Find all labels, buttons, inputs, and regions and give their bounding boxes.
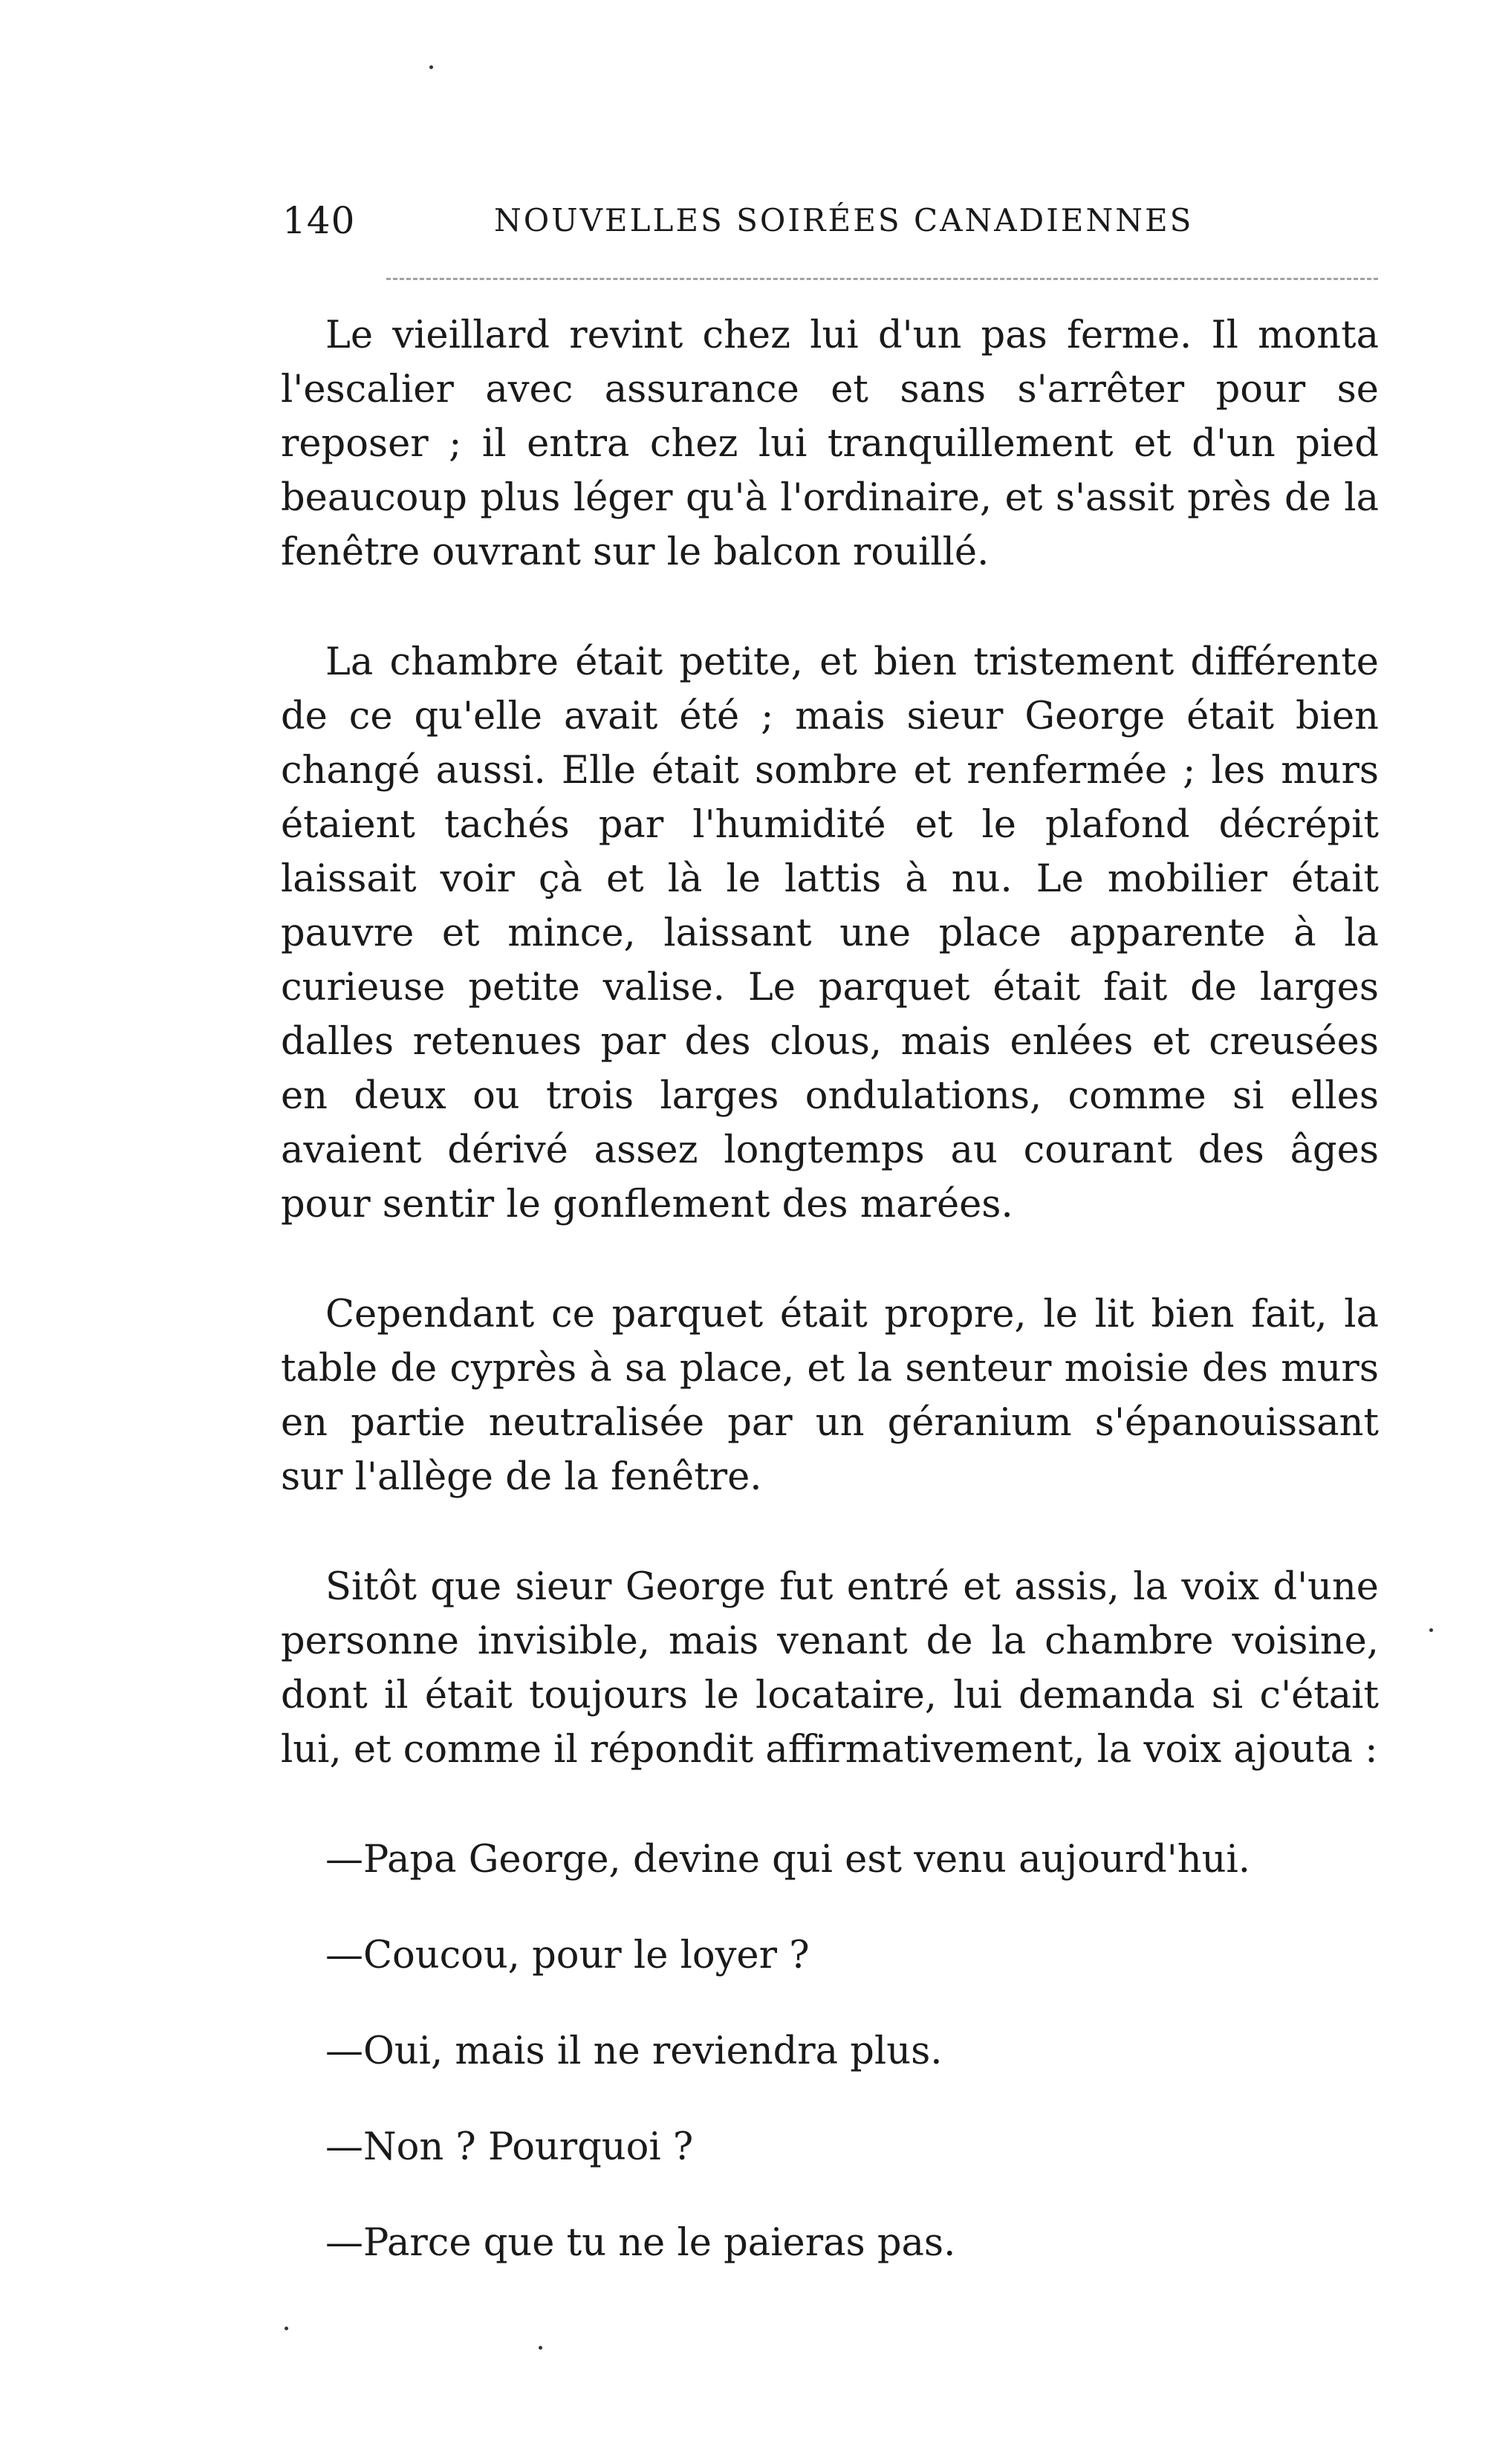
dialogue-line: —Coucou, pour le loyer ? xyxy=(325,1934,810,1977)
running-title: NOUVELLES SOIRÉES CANADIENNES xyxy=(494,202,1194,238)
scan-speck xyxy=(285,2327,288,2330)
paragraph: La chambre était petite, et bien tristement différente de ce qu'elle avait été ; mais sieur George était bien changé aussi. Elle était sombre et renfermée ; les murs étaient tachés par l'humidité et le plafond décrépit laissait voir çà et là le lattis à nu. Le mobilier était pauvre et mince, laissant une place apparente à la curieuse petite valise. Le parquet était fait de larges dalles retenues par des clous, mais enlées et creusées en deux ou trois larges ondulations, comme si elles avaient dérivé assez longtemps au courant des âges pour sentir le gonflement des marées. xyxy=(281,640,1379,1226)
header-rule xyxy=(386,278,1378,280)
dialogue-line: —Oui, mais il ne reviendra plus. xyxy=(325,2029,943,2073)
scan-speck xyxy=(539,2346,542,2350)
dialogue-line: —Parce que tu ne le paieras pas. xyxy=(325,2221,956,2265)
paragraph: Cependant ce parquet était propre, le lit bien fait, la table de cyprès à sa place, et la senteur moisie des murs en partie neutralisée par un géranium s'épanouissant sur l'allège de la fenêtre. xyxy=(281,1293,1379,1499)
dialogue-line: —Papa George, devine qui est venu aujourd'hui. xyxy=(325,1838,1250,1882)
scan-speck xyxy=(429,65,433,69)
scan-speck xyxy=(1429,1628,1433,1632)
paragraph: Sitôt que sieur George fut entré et assis, la voix d'une personne invisible, mais venant de la chambre voisine, dont il était toujours le locataire, lui demanda si c'était lui, et comme il répondit affirmativement, la voix ajouta : xyxy=(281,1565,1379,1772)
page-number: 140 xyxy=(282,199,356,242)
page-header xyxy=(282,195,1378,247)
body-text xyxy=(281,308,1379,2312)
paragraph: Le vieillard revint chez lui d'un pas ferme. Il monta l'escalier avec assurance et sans s'arrêter pour se reposer ; il entra chez lui tranquillement et d'un pied beaucoup plus léger qu'à l'ordinaire, et s'assit près de la fenêtre ouvrant sur le balcon rouillé. xyxy=(281,313,1379,574)
dialogue-line: —Non ? Pourquoi ? xyxy=(325,2125,694,2169)
